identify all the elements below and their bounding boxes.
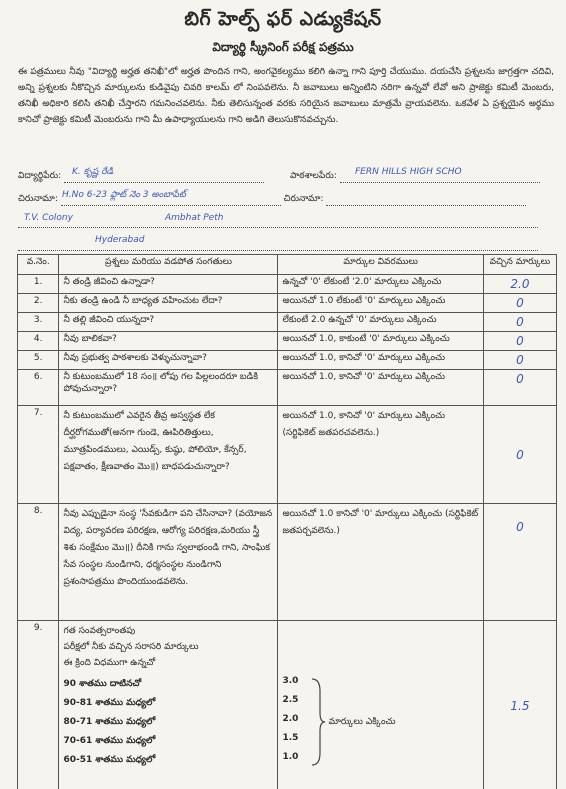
row-question: నీ కుటుంబములో ఎవరైన తీవ్ర అస్వస్థత లేక దీర్ఘరోగముతో(అనగా గుండె, ఊపిరితిత్తులు, మూత్రపిండములు, ఎయిడ్స్, కుష్ఠు, పోలియో, కేన్సర్, పక్షవాతం, క్షీణవాతం మొ॥) బాధపడుచున్నారా?: [59, 406, 278, 504]
row-marks-obtained: 1.5: [483, 621, 556, 789]
address-line3-value: Hyderabad: [95, 235, 145, 245]
row-marks-obtained: 0: [483, 313, 556, 332]
header-marks-details: మార్కుల వివరములు: [278, 255, 483, 275]
grade-band: 70-61 శాతము మధ్యలో: [63, 735, 156, 746]
row-marks-rule: అయినచో 1.0 కానిచో '0' మార్కులు ఎక్కించు (సర్టిఫికెట్ జతపర్చవలెను.): [278, 504, 483, 621]
instructions-paragraph: ఈ పత్రములు నీవు "విద్యార్థి అర్హత తనిఖీ"లో అర్హత పొందిన గాని, అంగవైకల్యము కలిగి ఉన్నా గాని పూర్తి చేయుము. దయచేసి ప్రశ్నలను జాగ్రత్తగా చదివి, అన్ని ప్రశ్నలకు నీకొచ్చిన మార్కులను కుడివైపు చివరి కాలమ్ లో నింపవలెను. నీ జవాబులు అన్నింటిని నరిగా ఉన్నవో లేవో అని ప్రాజెక్టు కమిటీ మెంబరు, తనిఖీ అధికారి కలిసి తనిఖీ చేస్తారని గమనించవలెను. నీకు తెలిసున్నంత వరకు సరియైన జవాబులు మాత్రమే వ్రాయవలెను. ఒకవేళ ఏ ప్రశ్నయైన అర్థము కానిచో ప్రాజెక్టు కమిటీ మెంబరును గాని మీ ఉపాధ్యాయులను గాని అడిగి తెలుసుకొనవచ్చును.: [18, 67, 554, 125]
row-number: 9.: [18, 621, 59, 789]
row-marks-rule: లేకుంటే 2.0 ఉన్నచో '0' మార్కులు ఎక్కించు: [278, 313, 483, 332]
grade-band: 80-71 శాతము మధ్యలో: [63, 716, 156, 727]
header-marks-obtained: వచ్చిన మార్కులు: [483, 255, 556, 275]
table-row: [18, 621, 557, 789]
row-question: నీ తండ్రి జీవించి ఉన్నాడా?: [59, 275, 278, 294]
grade-points: 3.0: [282, 675, 299, 686]
row-number: 5.: [18, 351, 59, 370]
row-number: 1.: [18, 275, 59, 294]
school-name-label: పాఠశాలపేరు:: [290, 171, 337, 181]
row-number: 8.: [18, 504, 59, 621]
school-name-value: FERN HILLS HIGH SCHO: [355, 167, 462, 177]
student-name-label: విద్యార్థిపేరు:: [18, 171, 62, 181]
table-row: [18, 370, 557, 406]
table-header-row: [18, 255, 557, 275]
grade-points: 1.0: [282, 751, 299, 762]
table-row: [18, 504, 557, 621]
student-name-field: [18, 171, 264, 183]
grade-points: 1.5: [282, 732, 299, 743]
row-marks-obtained: 0: [483, 370, 556, 406]
row-question: నీకు తండ్రి ఉండి నీ బాధ్యత వహించుట లేదా?: [59, 294, 278, 313]
grade-points: 2.5: [282, 694, 299, 705]
q9-line3: ఈ క్రింది విధముగా ఉన్నచో: [63, 658, 156, 668]
row-marks-obtained: 2.0: [483, 275, 556, 294]
student-name-value: K. కృష్ణ రేడి: [72, 167, 114, 177]
table-row: [18, 351, 557, 370]
address-line2-value: T.V. Colony: [24, 213, 73, 223]
row-marks-rule: అయినచో 1.0, కానిచో '0' మార్కులు ఎక్కించు: [278, 370, 483, 406]
address-label-2: చిరునామా:: [283, 194, 324, 204]
header-number: వ.నెం.: [18, 255, 59, 275]
grade-band: 60-51 శాతము మధ్యలో: [63, 754, 156, 765]
address-value: H.No 6-23 ఫ్లాట్ నెం 3 అంబాపేట్: [62, 190, 186, 200]
q9-marks-rule: మార్కులు ఎక్కించు: [328, 717, 396, 727]
address-label: చిరునామా:: [18, 194, 58, 204]
row-question: నీవు ప్రభుత్వ పాఠశాలకు వెళ్ళుచున్నావా?: [59, 351, 278, 370]
header-questions: ప్రశ్నలు మరియు వడపోత సంగతులు: [59, 255, 278, 275]
row-number: 3.: [18, 313, 59, 332]
row-number: 2.: [18, 294, 59, 313]
grade-band: 90-81 శాతము మధ్యలో: [63, 697, 156, 708]
row-marks-rule: [278, 621, 483, 789]
grade-points: 2.0: [282, 713, 299, 724]
table-row: [18, 313, 557, 332]
row-marks-obtained: 0: [483, 294, 556, 313]
row-marks-rule: అయినచో 1.0, కానిచో '0' మార్కులు ఎక్కించు (సర్టిఫికెట్ జతపరచవలెను.): [278, 406, 483, 504]
row-marks-obtained: 0: [483, 406, 556, 504]
row-marks-obtained: 0: [483, 332, 556, 351]
row-marks-rule: అయినచో 1.0 లేకుంటే '0' మార్కులు ఎక్కించు: [278, 294, 483, 313]
row-marks-obtained: 0: [483, 504, 556, 621]
table-row: [18, 294, 557, 313]
row-number: 4.: [18, 332, 59, 351]
brace-icon: [310, 677, 326, 767]
row-number: 6.: [18, 370, 59, 406]
q9-line1: గత సంవత్సరాంతపు: [63, 626, 136, 636]
row-question: నీవు బాలికవా?: [59, 332, 278, 351]
grade-band: 90 శాతము దాటినచో: [63, 678, 142, 689]
address-line2b-value: Ambhat Peth: [165, 213, 224, 223]
row-question: [59, 621, 278, 789]
address-line2: [18, 217, 538, 228]
row-marks-rule: అయినచో 1.0, కానిచో '0' మార్కులు ఎక్కించు: [278, 351, 483, 370]
q9-line2: పరీక్షలో నీకు వచ్చిన సరాసరి మార్కులు: [63, 642, 199, 652]
row-marks-rule: ఉన్నచో '0' లేకుంటే '2.0' మార్కులు ఎక్కించు: [278, 275, 483, 294]
table-row: [18, 275, 557, 294]
row-question: నీ తల్లి జీవించి యున్నదా?: [59, 313, 278, 332]
row-number: 7.: [18, 406, 59, 504]
screening-table: [17, 254, 557, 789]
form-subtitle: విద్యార్థి స్క్రీనింగ్ పరీక్ష పత్రము: [212, 40, 354, 54]
row-marks-obtained: 0: [483, 351, 556, 370]
row-question: నీవు ఎప్పుడైనా సంస్థ 'సేవకుడిగా పని చేసినావా? (వయోజన విద్య, పర్యావరణ పరిరక్షణ, ఆరోగ్య పరిరక్షణ,మరియు స్త్రీ శిశు సంక్షేమం మొ॥) దీనికి గాను స్వలాభంండి గాని, సాంఘిక సేవ సంస్థల నుండిగాని, ధర్మసంస్థల నుండిగాని ప్రశంసాపత్రము పొందియుండవలెను.: [59, 504, 278, 621]
form-title: బిగ్ హెల్ప్ ఫర్ ఎడ్యుకేషన్: [184, 8, 382, 30]
row-question: నీ కుటుంబములో 18 సం॥ లోపు గల పిల్లలందరూ బడికి పోవుచున్నారా?: [59, 370, 278, 406]
table-row: [18, 406, 557, 504]
table-row: [18, 332, 557, 351]
row-marks-rule: అయినచో 1.0, కాకుంటే '0' మార్కులు ఎక్కించు: [278, 332, 483, 351]
